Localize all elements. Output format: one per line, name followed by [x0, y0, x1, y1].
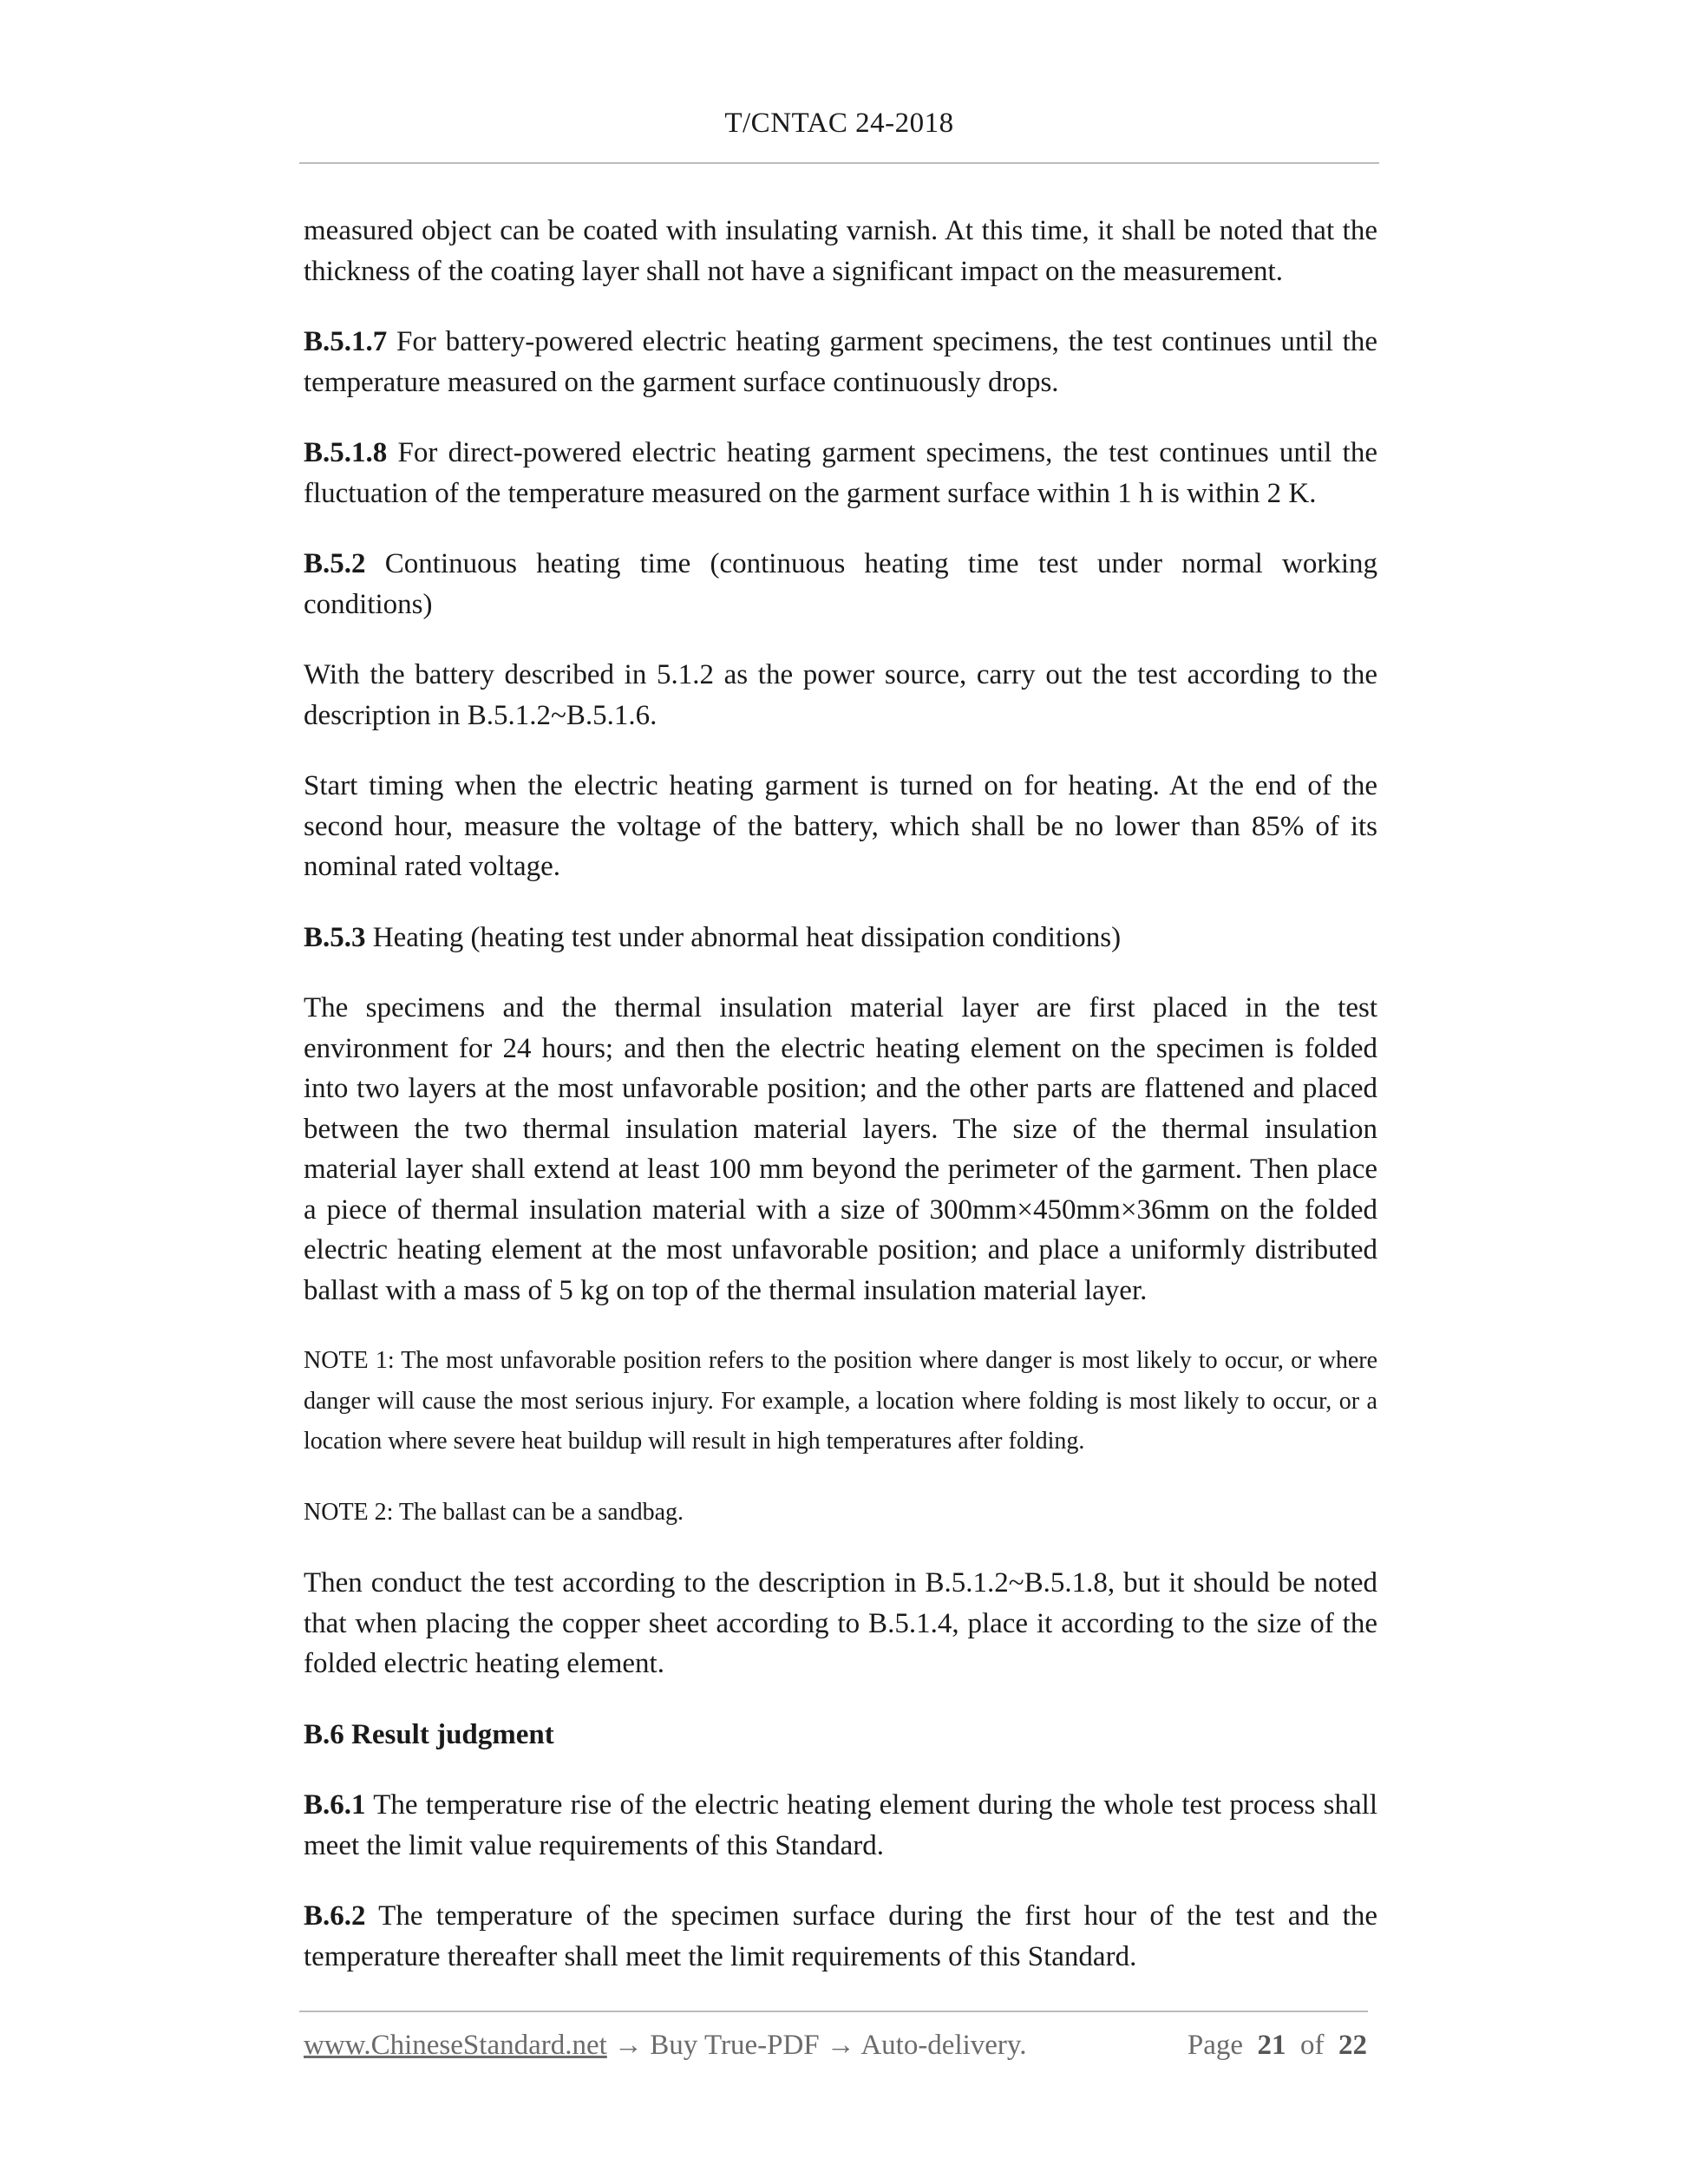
auto-delivery-text: Auto-delivery.: [860, 2030, 1027, 2061]
paragraph-continuation: [304, 211, 1377, 291]
clause-b52: [304, 544, 1377, 624]
paragraph-text: measured object can be coated with insulating varnish. At this time, it shall be noted that the thickness of the coating layer shall not have a significant impact on the measurement.: [304, 215, 1377, 287]
section-heading-b6: B.6 Result judgment: [304, 1718, 554, 1750]
of-word: of: [1300, 2030, 1325, 2061]
clause-number: B.5.2: [304, 548, 366, 579]
page-word: Page: [1187, 2030, 1243, 2061]
buy-true-pdf-text: Buy True-PDF: [650, 2030, 820, 2061]
footer-left: [304, 2030, 1027, 2062]
paragraph-text: Start timing when the electric heating garment is turned on for heating. At the end of the second hour, measure the voltage of the battery, which shall be no lower than 85% of its nominal rated voltage.: [304, 770, 1377, 882]
clause-text: The temperature of the specimen surface during the first hour of the test and the temperature thereafter shall meet the limit requirements of this Standard.: [304, 1900, 1377, 1972]
page-current: 21: [1257, 2030, 1286, 2061]
header-divider: [299, 162, 1379, 164]
paragraph-then-conduct: Then conduct the test according to the description in B.5.1.2~B.5.1.8, but it should be noted that when placing the copper sheet according to B.5.1.4, place it according to the size of the folded electric heating element.: [304, 1567, 1377, 1679]
clause-text: For direct-powered electric heating garment specimens, the test continues until the fluctuation of the temperature measured on the garment surface within 1 h is within 2 K.: [304, 437, 1377, 509]
clause-b61: [304, 1785, 1377, 1866]
paragraph-text: With the battery described in 5.1.2 as the power source, carry out the test according to the description in B.5.1.2~B.5.1.6.: [304, 659, 1377, 731]
page-header-title: T/CNTAC 24-2018: [724, 108, 954, 139]
arrow-right-icon: →: [614, 2030, 644, 2061]
clause-text: Heating (heating test under abnormal heat dissipation conditions): [365, 921, 1122, 953]
clause-b517: [304, 322, 1377, 402]
clause-text: The temperature rise of the electric heating element during the whole test process shall meet the limit value requirements of this Standard.: [304, 1789, 1377, 1861]
page-total: 22: [1338, 2030, 1367, 2061]
clause-b62: [304, 1896, 1377, 1977]
clause-b518: [304, 433, 1377, 513]
clause-number: B.5.1.8: [304, 437, 388, 468]
note-1: NOTE 1: The most unfavorable position refers to the position where danger is most likely to occur, or where danger will cause the most serious injury. For example, a location where folding is most likely to occur, or a location where severe heat buildup will result in high temperatures after folding.: [304, 1347, 1377, 1455]
clause-b53: [304, 918, 1377, 958]
website-link[interactable]: www.ChineseStandard.net: [304, 2030, 607, 2061]
arrow-right-icon: →: [826, 2030, 855, 2061]
clause-number: B.5.3: [304, 921, 366, 953]
clause-number: B.6.1: [304, 1789, 366, 1821]
document-body: [304, 211, 1377, 2007]
clause-number: B.5.1.7: [304, 326, 388, 357]
paragraph-battery: [304, 655, 1377, 736]
page-number: [1187, 2030, 1367, 2062]
paragraph-procedure: [304, 988, 1377, 1311]
clause-text: For battery-powered electric heating garment specimens, the test continues until the temperature measured on the garment surface continuously drops.: [304, 326, 1377, 398]
paragraph-timing: [304, 766, 1377, 887]
clause-text: Continuous heating time (continuous heating time test under normal working conditions): [304, 548, 1377, 620]
footer-divider: [299, 2011, 1368, 2012]
note-2: NOTE 2: The ballast can be a sandbag.: [304, 1498, 684, 1526]
clause-number: B.6.2: [304, 1900, 366, 1932]
paragraph-text: The specimens and the thermal insulation material layer are first placed in the test environment for 24 hours; and then the electric heating element on the specimen is folded into two layers at the most unfavorable position; and the other parts are flattened and placed between the two thermal insulation material layers. The size of the thermal insulation material layer shall extend at least 100 mm beyond the perimeter of the garment. Then place a piece of thermal insulation material with a size of 300mm×450mm×36mm on the folded electric heating element at the most unfavorable position; and place a uniformly distributed ballast with a mass of 5 kg on top of the thermal insulation material layer.: [304, 992, 1377, 1306]
